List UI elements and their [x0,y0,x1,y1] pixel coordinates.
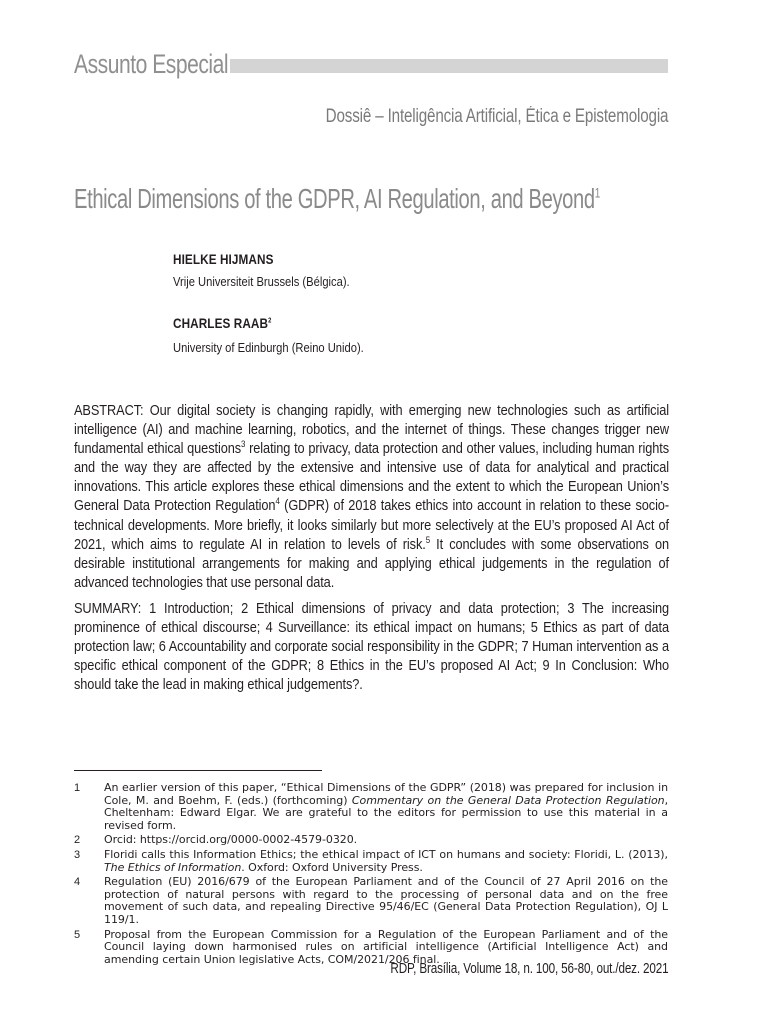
footnote-number: 5 [74,928,81,941]
footnote-ref: 4 [275,496,280,507]
footnote-text: An earlier version of this paper, “Ethical Dimensions of the GDPR” (2018) was prepared for inclusion in Cole, M. and Boehm, F. (eds.) (forthcoming) Commentary on the General Data Protection Regulation, Cheltenham: Edward Elgar. We are grateful to the editors for permission to use this material in a revised form. [104,781,669,832]
abstract-text: ABSTRACT: Our digital society is changing rapidly, with emerging new technologies such as artificial intelligence (AI) and machine learning, robotics, and the internet of things. These changes trigger new fundamental ethical questions [74,403,669,458]
dossier-subtitle: Dossiê – Inteligência Artificial, Ética e Epistemologia [325,106,668,127]
page-footer: RDP, Brasília, Volume 18, n. 100, 56-80, out./dez. 2021 [389,960,668,977]
footnote-number: 4 [74,876,81,889]
footnote-number: 3 [74,848,81,861]
article-title-footnote-ref: 1 [594,184,600,201]
summary-paragraph: SUMMARY: 1 Introduction; 2 Ethical dimensions of privacy and data protection; 3 The increasing prominence of ethical discourse; 4 Surveillance: its ethical impact on humans; 5 Ethics as part of data protection law; 6 Accountability and corporate social responsibility in the GDPR; 7 Human intervention as a specific ethical component of the GDPR; 8 Ethics in the EU’s proposed AI Act; 9 In Conclusion: Who should take the lead in making ethical judgements?. [74,601,669,694]
footnotes [74,782,668,968]
abstract-text: It concludes with some observations on desirable institutional arrangements for making and applying ethical judgements in the regulation of advanced technologies that use personal data. [74,536,669,591]
footnote-text: Floridi calls this Information Ethics; the ethical impact of ICT on humans and society: Floridi, L. (2013), The Ethics of Information. Oxford: Oxford University Press. [104,847,668,874]
footnote-text: Regulation (EU) 2016/679 of the European Parliament and of the Council of 27 April 2016 on the protection of natural persons with regard to the processing of personal data and on the free movement of such data, and repealing Directive 95/46/EC (General Data Protection Regulation), OJ L 119/1. [104,875,668,926]
footnote-number: 2 [74,834,81,847]
footnote-item [74,849,668,874]
author-name-text: CHARLES RAAB [173,315,269,331]
author-affiliation: University of Edinburgh (Reino Unido). [173,340,364,355]
author-name-text: HIELKE HIJMANS [173,251,274,267]
abstract-text: (GDPR) of 2018 takes ethics into account in relation to these socio-technical developments. More briefly, it looks similarly but more selectively at the EU’s proposed AI Act of 2021, which aims to regulate AI in relation to levels of risk. [74,498,669,553]
author-affiliation: Vrije Universiteit Brussels (Bélgica). [173,274,350,289]
article-title-text: Ethical Dimensions of the GDPR, AI Regulation, and Beyond [74,183,595,214]
abstract-paragraph [74,402,669,593]
footnote-text: Orcid: https://orcid.org/0000-0002-4579-0320. [104,833,358,847]
footnote-number: 1 [74,782,81,794]
section-title: Assunto Especial [74,49,229,79]
footnote-item [74,782,668,832]
author-name [173,251,273,267]
footnote-divider [74,770,322,771]
footnote-text: Proposal from the European Commission for a Regulation of the European Parliament and of the Council laying down harmonised rules on artificial intelligence (Artificial Intelligence Act) and amending certain Union legislative Acts, COM/2021/206 final. [104,927,668,966]
author-name [173,315,271,331]
abstract-text: relating to privacy, data protection and other values, including human rights and the way they are affected by the extensive and intensive use of data for analytical and practical innovations. This article explores these ethical dimensions and the extent to which the European Union’s General Data Protection Regulation [74,441,669,515]
author-footnote-ref: 2 [268,317,272,325]
footnote-item [74,834,668,847]
footnote-ref: 5 [425,534,431,545]
article-title [74,183,600,215]
section-header [74,50,668,78]
footnote-ref: 3 [241,439,246,450]
footnote-item [74,876,668,926]
